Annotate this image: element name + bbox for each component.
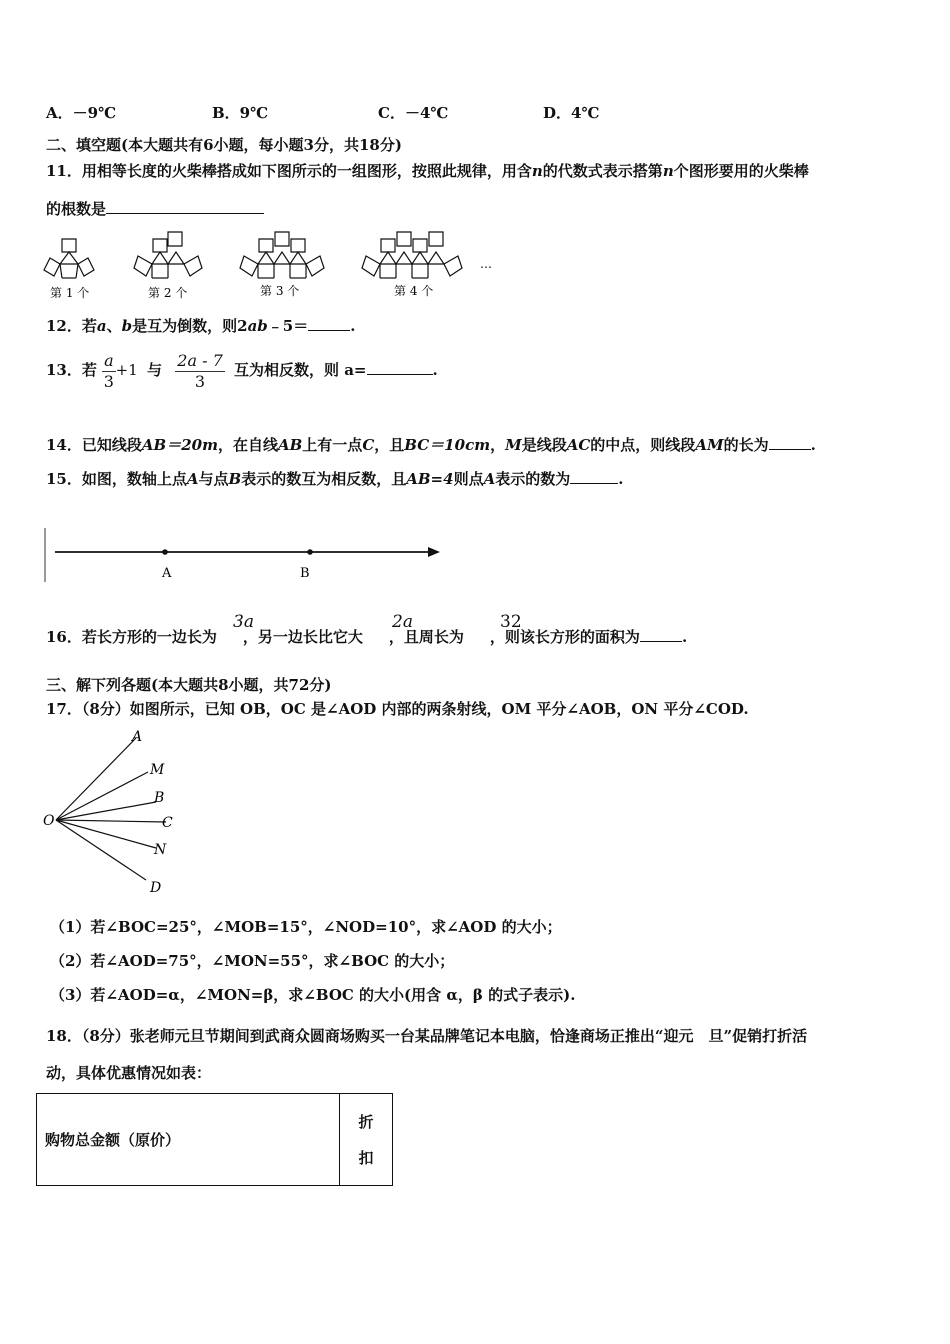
q14-text: 的中点，则线段 xyxy=(590,436,696,454)
point-b-label: B xyxy=(300,566,310,581)
ray-oc xyxy=(56,820,166,822)
answer-blank[interactable] xyxy=(570,469,618,484)
q14-end: . xyxy=(810,436,816,454)
option-d: D．4℃ xyxy=(543,104,600,122)
point-a xyxy=(162,549,168,555)
q13-fraction-1 xyxy=(102,351,116,392)
q14-ac: AC xyxy=(566,436,591,454)
q16-value-32: 32 xyxy=(500,612,522,632)
q14-bc-eq: BC＝10 xyxy=(404,436,466,454)
label-m: M xyxy=(150,762,165,778)
q13-fraction-2 xyxy=(175,351,224,392)
answer-blank[interactable] xyxy=(769,435,811,450)
q14-c: C xyxy=(362,436,375,454)
q12-var-a: a xyxy=(96,317,107,335)
q15-end: . xyxy=(618,470,624,488)
label-c: C xyxy=(162,815,173,831)
figure-label-2: 第 2 个 xyxy=(148,286,188,300)
q14-am: AM xyxy=(695,436,724,454)
figure-label-3: 第 3 个 xyxy=(260,284,300,298)
q15-text: 表示的数为 xyxy=(495,470,571,488)
q12-line xyxy=(46,316,355,336)
q13-end: . xyxy=(432,361,438,379)
matchstick-figure-1 xyxy=(44,239,94,278)
q15-text: 表示的数互为相反数，且 xyxy=(241,470,407,488)
ray-on xyxy=(56,820,156,848)
section-2-title: 二、填空题(本大题共有6小题，每小题3分，共18分) xyxy=(46,136,402,154)
q14-text: 上有一点 xyxy=(302,436,363,454)
matchstick-figure-4 xyxy=(362,232,462,278)
q13-frac2-den: 3 xyxy=(194,371,206,391)
q14-line xyxy=(46,435,816,455)
q15-a2: A xyxy=(483,470,496,488)
q17-sub3: （3）若∠AOD=α，∠MON=β，求∠BOC 的大小(用含 α，β 的式子表示). xyxy=(50,986,576,1004)
table-header-discount-1: 折 xyxy=(358,1112,374,1131)
q14-text: 是线段 xyxy=(521,436,567,454)
q11-text: 个图形要用的火柴棒 xyxy=(673,162,809,180)
q16-text: ，且周长为 xyxy=(388,628,464,646)
q11-var-n: n xyxy=(662,162,674,180)
q15-line xyxy=(46,469,623,489)
q15-text: 与点 xyxy=(198,470,229,488)
label-n: N xyxy=(154,842,167,858)
figure-label-1: 第 1 个 xyxy=(50,286,90,300)
q15-ab4: AB=4 xyxy=(406,470,454,488)
point-a-label: A xyxy=(162,566,172,581)
q13-line xyxy=(46,348,438,392)
answer-blank[interactable] xyxy=(308,316,350,331)
point-b xyxy=(307,549,313,555)
q13-text: 互为相反数，则 a= xyxy=(233,361,367,379)
q12-text: 是互为倒数，则 xyxy=(132,317,238,335)
q16-line xyxy=(46,627,687,647)
table-row xyxy=(37,1094,393,1186)
option-b: B．9℃ xyxy=(212,104,269,122)
rays-figure xyxy=(40,726,190,900)
ray-od xyxy=(56,820,146,880)
q14-ab: AB xyxy=(277,436,303,454)
q12-text: 12．若 xyxy=(46,317,97,335)
q14-unit-cm: cm xyxy=(465,436,491,454)
table-header-amount: 购物总金额（原价） xyxy=(37,1094,340,1186)
number-line-arrow xyxy=(428,547,440,557)
option-a: A．－9℃ xyxy=(46,104,117,122)
q15-b: B xyxy=(228,470,242,488)
label-o: O xyxy=(43,813,55,829)
q14-text: ，且 xyxy=(374,436,405,454)
answer-blank[interactable] xyxy=(640,627,682,642)
q16-value-2a: 2a xyxy=(392,612,413,632)
q13-plus: +1 xyxy=(115,361,138,379)
q13-text: 13．若 xyxy=(46,361,97,379)
q14-text: ，在自线 xyxy=(217,436,278,454)
q14-m: M xyxy=(505,436,522,454)
q17-stem: 17．（8分）如图所示，已知 OB，OC 是∠AOD 内部的两条射线，OM 平分∠AOB，ON 平分∠COD. xyxy=(46,700,749,718)
q15-text: 15．如图，数轴上点 xyxy=(46,470,187,488)
q11-text: 的根数是 xyxy=(46,200,107,218)
q12-expr: ab xyxy=(247,317,268,335)
q14-unit-m: m xyxy=(202,436,218,454)
table-header-discount xyxy=(340,1094,393,1186)
q15-a: A xyxy=(186,470,199,488)
q18-line2: 动，具体优惠情况如表： xyxy=(46,1064,212,1082)
section-3-title: 三、解下列各题(本大题共8小题，共72分) xyxy=(46,676,332,694)
q18-line1: 18．（8分）张老师元旦节期间到武商众圆商场购买一台某品牌笔记本电脑，恰逢商场正推出“迎元 旦”促销打折活 xyxy=(46,1027,808,1045)
q16-text: ，另一边长比它大 xyxy=(242,628,363,646)
matchstick-figure-3 xyxy=(240,232,324,278)
q13-text: 与 xyxy=(147,361,163,379)
figure-ellipsis: … xyxy=(480,257,492,271)
q14-text: 14．已知线段 xyxy=(46,436,142,454)
q11-line2 xyxy=(46,199,264,219)
q12-text: 、 xyxy=(106,317,122,335)
table-header-discount-2: 扣 xyxy=(358,1148,374,1167)
q16-value-3a: 3a xyxy=(233,612,254,632)
number-line-figure xyxy=(40,522,450,586)
q17-sub2: （2）若∠AOD=75°，∠MON=55°，求∠BOC 的大小； xyxy=(50,952,455,970)
q14-text: 的长为 xyxy=(723,436,769,454)
matchstick-figures xyxy=(40,228,510,304)
q16-text: ，则该长方形的面积为 xyxy=(489,628,640,646)
q12-expr: 2 xyxy=(237,317,248,335)
matchstick-figure-2 xyxy=(134,232,202,278)
q11-text: 的代数式表示搭第 xyxy=(542,162,663,180)
q13-frac1-num: a xyxy=(104,350,114,370)
q11-text: 11．用相等长度的火柴棒搭成如下图所示的一组图形，按照此规律，用含 xyxy=(46,162,532,180)
answer-blank[interactable] xyxy=(106,199,264,214)
q17-sub1: （1）若∠BOC=25°，∠MOB=15°，∠NOD=10°，求∠AOD 的大小； xyxy=(50,918,562,936)
q14-ab-eq: AB＝20 xyxy=(141,436,203,454)
q12-var-b: b xyxy=(121,317,133,335)
q16-text: 16．若长方形的一边长为 xyxy=(46,628,217,646)
q12-expr: ﹣5＝ xyxy=(267,317,309,335)
label-b: B xyxy=(154,790,165,806)
q11-var-n: n xyxy=(531,162,543,180)
option-c: C．－4℃ xyxy=(378,104,449,122)
q16-end: . xyxy=(681,628,688,646)
figure-label-4: 第 4 个 xyxy=(394,284,434,298)
q14-text: ， xyxy=(490,436,506,454)
q15-text: 则点 xyxy=(453,470,484,488)
label-d: D xyxy=(150,880,162,896)
ray-om xyxy=(56,772,148,820)
answer-blank[interactable] xyxy=(367,360,433,375)
label-a: A xyxy=(132,729,143,745)
q11-line1 xyxy=(46,161,809,181)
q13-frac1-den: 3 xyxy=(103,371,114,391)
q12-end: . xyxy=(350,317,356,335)
q13-frac2-num: 2a - 7 xyxy=(177,350,223,370)
discount-table xyxy=(36,1093,393,1186)
